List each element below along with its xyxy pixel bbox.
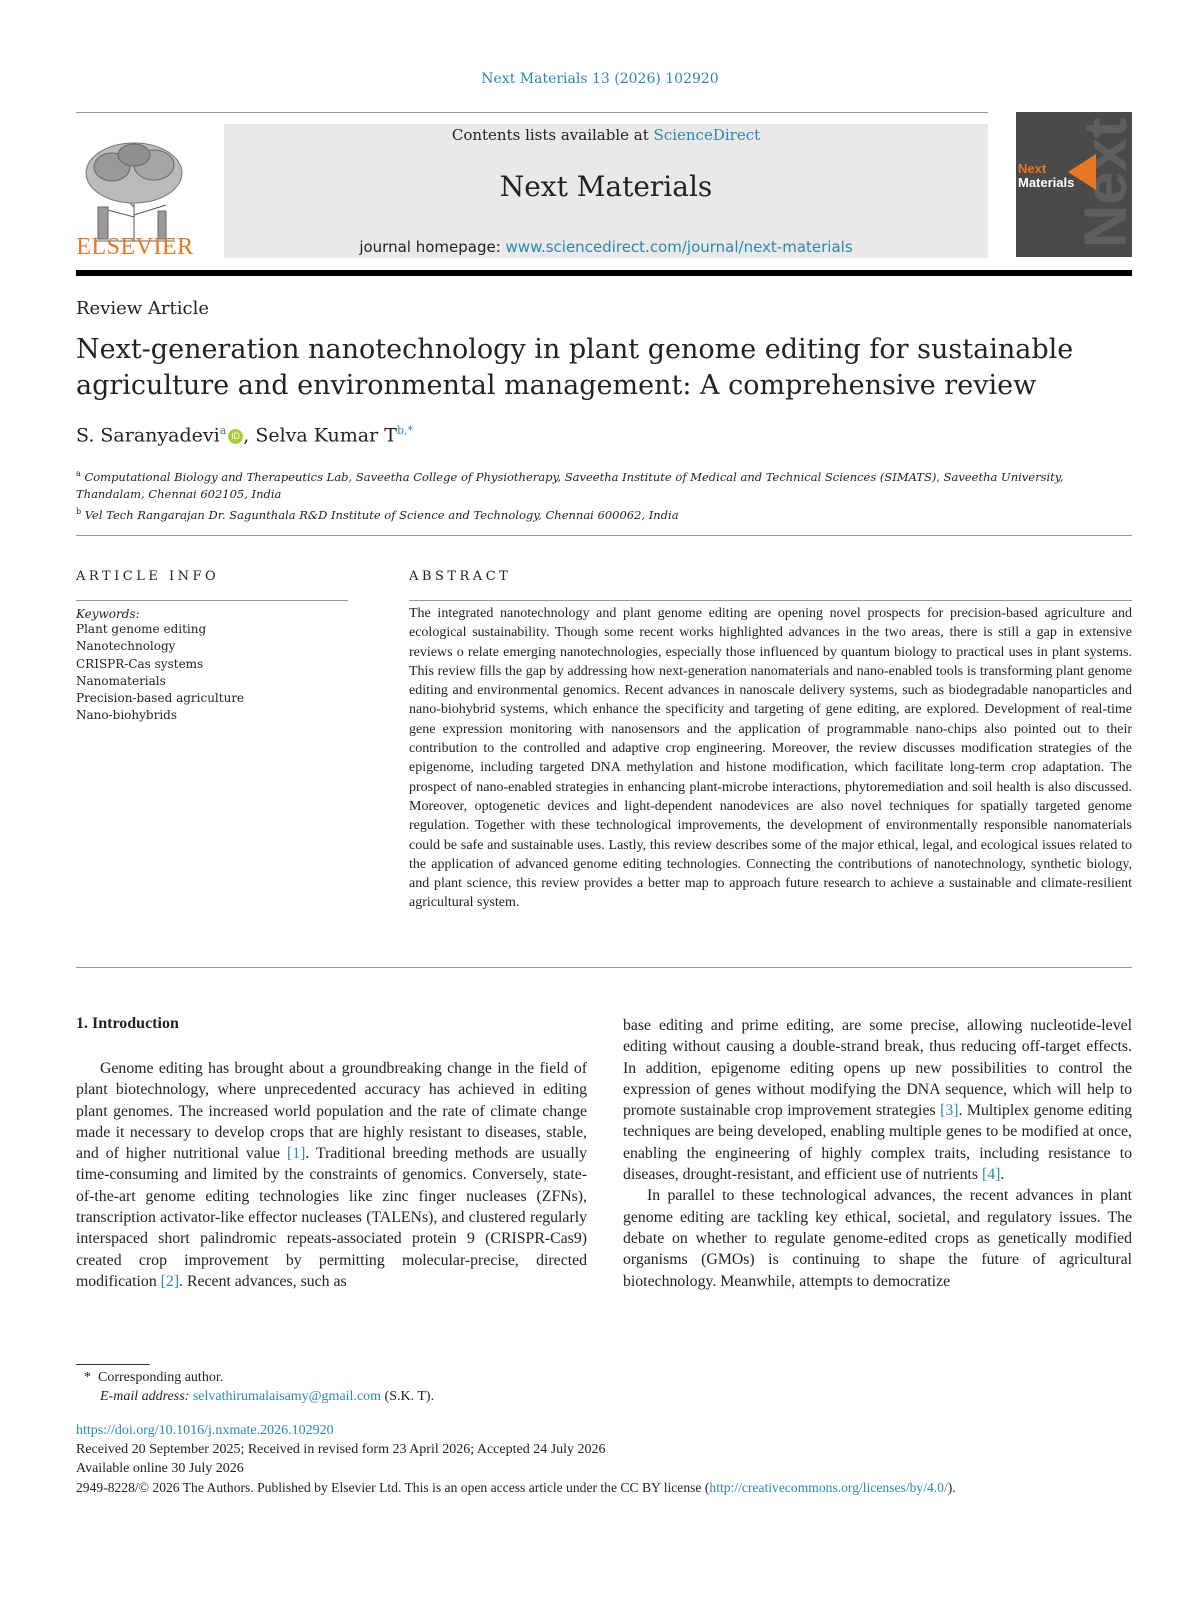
intro-right-column <box>623 1015 1132 1292</box>
journal-citation[interactable]: Next Materials 13 (2026) 102920 <box>481 71 719 87</box>
license-prefix: 2949-8228/© 2026 The Authors. Published by Elsevier Ltd. This is an open access article under the CC BY license ( <box>76 1480 710 1495</box>
footnote-rule <box>76 1364 150 1365</box>
intro-paragraph <box>76 1058 587 1292</box>
keyword-item: CRISPR-Cas systems <box>76 656 204 671</box>
article-type: Review Article <box>76 298 209 319</box>
contents-availability <box>224 126 988 144</box>
keyword-item: Nanotechnology <box>76 639 176 654</box>
intro-text: . Multiplex genome editing techniques are being developed, enabling multiple genes to be modified at once, enabling the engineering of highly complex traits, including resistance to diseases, drought-resistant, and efficient use of nutrients <box>623 1102 1133 1184</box>
doi-text[interactable]: https://doi.org/10.1016/j.nxmate.2026.102920 <box>76 1423 334 1438</box>
license-line <box>76 1478 956 1497</box>
author-list <box>76 424 413 446</box>
author-2-affil[interactable]: b,* <box>396 424 413 437</box>
intro-paragraph: In parallel to these technological advances, the recent advances in plant genome editing are tackling key ethical, societal, and regulatory issues. The debate on whether to regulate genome-edited crops as genetically modified organisms (GMOs) is continuing to shape the future of agricultural biotechnology. Meanwhile, attempts to democratize <box>623 1187 1132 1290</box>
intro-text: base editing and prime editing, are some precise, allowing nucleotide-level editing without causing a double-strand break, thus reducing off-target effects. In addition, epigenome editing opens up new possibilities to control the expression of genes without modifying the DNA sequence, which will help to promote sustainable crop improvement strategies <box>623 1017 1132 1120</box>
journal-name: Next Materials <box>499 170 713 203</box>
author-2[interactable]: Selva Kumar T <box>255 424 397 447</box>
section-heading-introduction: 1. Introduction <box>76 1015 179 1032</box>
reference-link[interactable]: [1] <box>286 1145 306 1163</box>
intro-text: . <box>1000 1166 1005 1184</box>
cover-title-next: Next <box>1018 161 1047 176</box>
affiliations <box>76 465 1136 524</box>
intro-paragraph <box>623 1015 1132 1185</box>
intro-text: . Traditional breeding methods are usually time-consuming and limited by the constraints of genomics. Conversely, state-of-the-art genome editing technologies like zinc finger nucleases (ZFNs), transcription activator-like effector nucleases (TALENs), and clustered regularly interspaced short palindromic repeats-associated protein 9 (CRISPR-Cas9) created crop improvement by permitting molecular-precise, directed modification <box>76 1145 588 1290</box>
intro-text: . Recent advances, such as <box>179 1272 347 1290</box>
affil-a-label: a <box>76 469 81 478</box>
article-info-heading: ARTICLE INFO <box>76 569 220 584</box>
affil-a-line1: Computational Biology and Therapeutics Lab, Saveetha College of Physiotherapy, Saveetha Institute of Medical and Technical Sciences (SIMATS), Saveetha University, <box>84 469 1064 484</box>
affil-a-line2: Thandalam, Chennai 602105, India <box>76 486 282 501</box>
journal-cover <box>1016 112 1139 257</box>
received-dates: Received 20 September 2025; Received in revised form 23 April 2026; Accepted 24 July 2026 <box>76 1442 606 1457</box>
author-1-affil[interactable]: a <box>219 424 227 437</box>
masthead-thick-rule <box>76 270 1132 276</box>
cover-big-word: Next <box>1072 118 1139 249</box>
intro-text: Genome editing has brought about a groundbreaking change in the field of plant biotechnology, where unprecedented accuracy has achieved in editing plant genomes. The increased world population and the rate of climate change made it necessary to develop crops that are highly resistant to diseases, stable, and of higher nutritional value <box>76 1060 587 1163</box>
keyword-item: Precision-based agriculture <box>76 691 245 706</box>
header-rule <box>76 112 988 113</box>
keywords-block <box>76 607 348 725</box>
elsevier-wordmark: ELSEVIER <box>76 234 194 260</box>
corr-mark: * <box>84 1370 91 1385</box>
reference-link[interactable]: [3] <box>940 1102 959 1120</box>
homepage-prefix: journal homepage: <box>359 238 506 256</box>
cover-title-materials: Materials <box>1018 175 1075 190</box>
doi-link[interactable] <box>76 1421 334 1440</box>
orcid-icon[interactable]: iD <box>228 429 243 444</box>
available-online: Available online 30 July 2026 <box>76 1461 244 1476</box>
abstract-bottom-rule <box>76 967 1132 968</box>
reference-link[interactable]: [4] <box>982 1166 1001 1184</box>
keywords-list <box>76 621 348 725</box>
email-suffix: (S.K. T). <box>381 1389 435 1404</box>
contents-prefix: Contents lists available at <box>451 126 654 144</box>
author-1[interactable]: S. Saranyadevi <box>76 424 220 447</box>
abstract-text: The integrated nanotechnology and plant genome editing are opening novel prospects for precision-based agriculture and ecological sustainability. Though some recent works highlighted advances in the two areas, there is still a gap in extensive reviews o relate emerging nanotechnologies, especially those influenced by quantum biology to practical uses in plant systems. This review fills the gap by addressing how next-generation nanomaterials and nano-enabled tools is transforming plant genome editing and environmental genomics. Recent advances in nanoscale delivery systems, such as biodegradable nanoparticles and nano-biohybrid systems, which enhance the specificity and targeting of gene editing, are explored. Development of real-time gene expression monitoring with nanosensors and the application of programmable nano-chips also pointed out to their contribution to the controlled and adaptive crop engineering. Moreover, the review discusses modification strategies of the epigenome, including targeted DNA methylation and histone modification, which facilitate long-term crop adaptation. The prospect of nano-enabled strategies in enhancing plant-microbe interactions, phytoremediation and soil health is also discussed. Moreover, optogenetic devices and light-dependent nanodevices are also novel techniques for spatially targeted genome regulation. Together with these technological improvements, the development of environmentally responsible nanomaterials could be safe and sustainable uses. Lastly, this review describes some of the major ethical, legal, and ecological issues related to the application of advanced genome editing technologies. Connecting the contributions of nanotechnology, synthetic biology, and plant science, this review provides a better map to approach future research to achieve a sustainable and climate-resilient agricultural system. <box>409 606 1132 911</box>
email-note <box>100 1387 434 1406</box>
corr-text: Corresponding author. <box>98 1370 224 1385</box>
license-suffix: ). <box>947 1480 956 1495</box>
homepage-link[interactable]: www.sciencedirect.com/journal/next-materials <box>505 238 853 256</box>
keywords-label: Keywords: <box>76 607 140 621</box>
affil-b-text: Vel Tech Rangarajan Dr. Sagunthala R&D Institute of Science and Technology, Chennai 600062, India <box>84 507 679 522</box>
intro-left-column <box>76 1058 587 1292</box>
affil-rule <box>76 535 1132 536</box>
abstract-rule <box>409 600 1132 601</box>
author-separator: , <box>243 424 256 447</box>
journal-homepage <box>224 238 988 256</box>
keyword-item: Nanomaterials <box>76 673 166 688</box>
abstract-heading: ABSTRACT <box>409 569 512 584</box>
license-link[interactable]: http://creativecommons.org/licenses/by/4.0/ <box>709 1480 948 1495</box>
affil-b-label: b <box>76 506 82 516</box>
reference-link[interactable]: [2] <box>160 1272 180 1290</box>
sciencedirect-link[interactable]: ScienceDirect <box>653 126 761 144</box>
info-rule <box>76 600 348 601</box>
article-title <box>76 332 1076 404</box>
affiliation-a <box>76 465 1136 486</box>
keyword-item: Nano-biohybrids <box>76 708 178 723</box>
corresponding-author-note <box>84 1368 223 1387</box>
title-line-2: agriculture and environmental management: A comprehensive review <box>76 370 1037 401</box>
title-line-1: Next-generation nanotechnology in plant genome editing for sustainable <box>76 334 1074 365</box>
email-link[interactable]: selvathirumalaisamy@gmail.com <box>192 1389 382 1404</box>
keyword-item: Plant genome editing <box>76 622 207 636</box>
affiliation-b <box>76 503 1136 524</box>
email-label: E-mail address: <box>100 1389 190 1404</box>
